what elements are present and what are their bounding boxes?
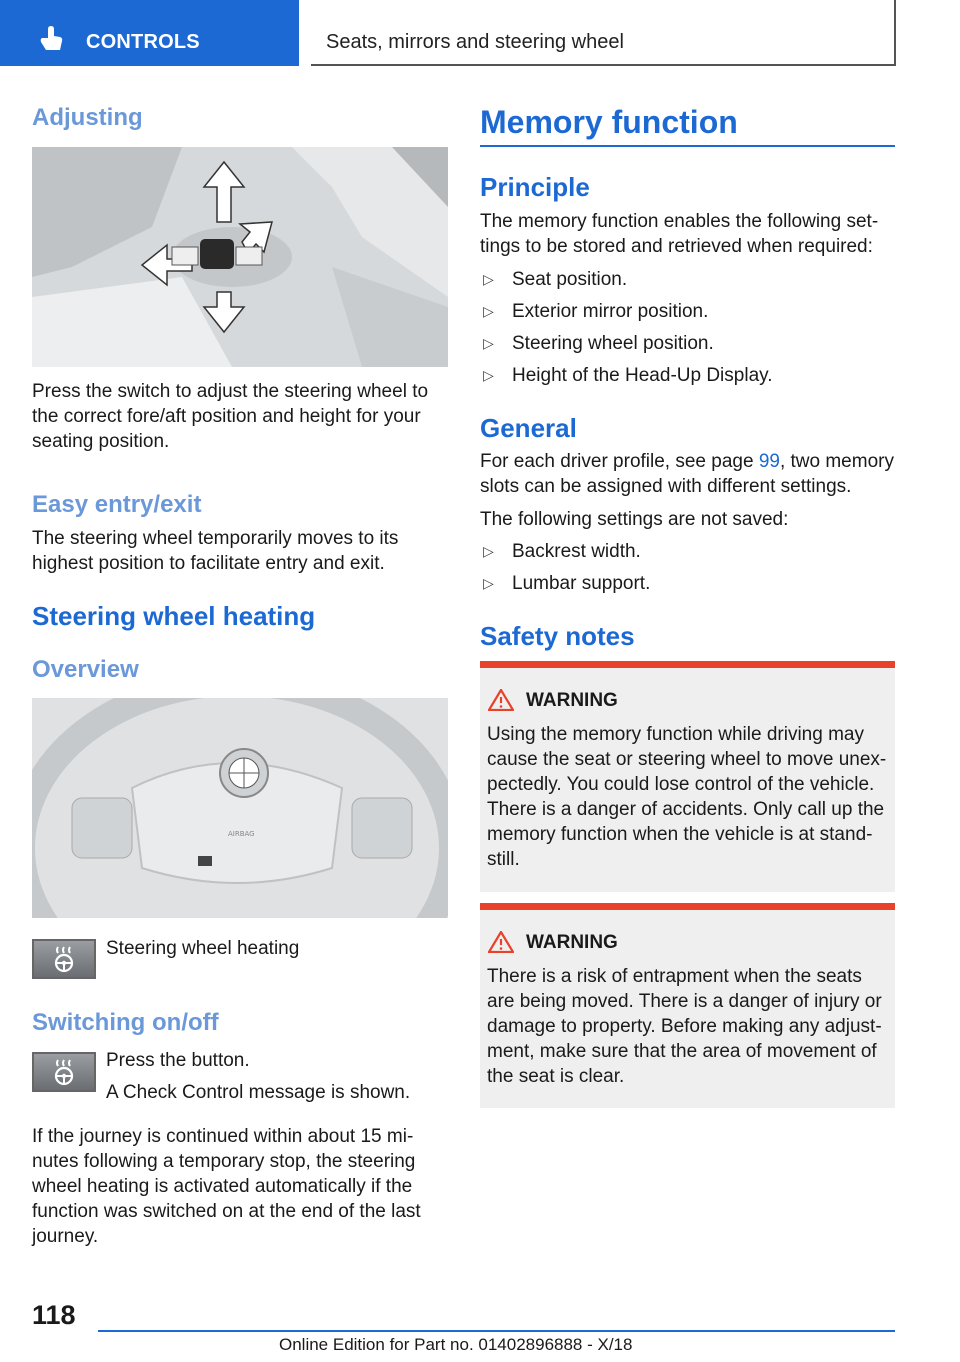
- bullet-triangle-icon: ▷: [483, 367, 494, 383]
- warning-text: Using the memory function while driving may cause the seat or steering wheel to move unex‐ pectedly. You could lose control of the vehicle. There is a danger of accidents. Only call up the memory function when the vehicle is at stand‐ still.: [487, 724, 887, 870]
- heating-icon-label: Steering wheel heating: [106, 938, 300, 959]
- principle-heading: Principle: [480, 172, 590, 202]
- steering-column-illustration: [32, 147, 448, 367]
- press-button-text: Press the button.: [106, 1050, 250, 1071]
- edition-text: Online Edition for Part no. 01402896888 - X/18: [279, 1335, 633, 1354]
- page-link[interactable]: 99: [758, 451, 780, 472]
- section-label: CONTROLS: [86, 31, 200, 53]
- steering-wheel-photo: [32, 698, 448, 918]
- warning-box: [480, 903, 895, 1108]
- easy-entry-text: The steering wheel temporarily moves to its highest position to facilitate entry and exit.: [32, 528, 399, 574]
- general-heading: General: [480, 413, 577, 443]
- hand-pointer-icon: [38, 26, 64, 52]
- heating-button[interactable]: [32, 1052, 96, 1092]
- general-text: For each driver profile, see page 99, two memory slots can be assigned with different settings.: [480, 451, 894, 497]
- adjusting-text: Press the switch to adjust the steering wheel to the correct fore/aft position and height for your seating position.: [32, 381, 429, 452]
- overview-heading: Overview: [32, 656, 139, 683]
- easy-entry-heading: Easy entry/exit: [32, 491, 202, 518]
- warning-box: [480, 661, 895, 892]
- bullet-triangle-icon: ▷: [483, 335, 494, 351]
- warning-text: There is a risk of entrapment when the seats are being moved. There is a danger of injury or damage to property. Before making any adjust‐ ment, make sure that the area of movement of the seat is clear.: [487, 966, 882, 1087]
- warning-triangle-icon: [488, 931, 514, 953]
- section-tab[interactable]: [0, 0, 299, 66]
- principle-text: The memory function enables the following set‐ tings to be stored and retrieved when required:: [480, 211, 879, 257]
- switching-heading: Switching on/off: [32, 1009, 219, 1036]
- bullet-triangle-icon: ▷: [483, 271, 494, 287]
- safety-heading: Safety notes: [480, 621, 635, 651]
- heating-heading: Steering wheel heating: [32, 601, 316, 631]
- chapter-title: Seats, mirrors and steering wheel: [326, 31, 624, 53]
- steering-wheel-heating-button-icon: [51, 1058, 77, 1086]
- adjusting-heading: Adjusting: [32, 104, 143, 131]
- page-number: 118: [32, 1300, 76, 1330]
- steering-adjust-photo: [32, 147, 448, 367]
- bullet-triangle-icon: ▷: [483, 303, 494, 319]
- check-control-text: A Check Control message is shown.: [106, 1082, 411, 1103]
- chapter-header: [311, 0, 896, 66]
- warning-title: WARNING: [526, 932, 618, 953]
- warning-triangle-icon: [488, 689, 514, 711]
- memory-heading: Memory function: [480, 104, 738, 140]
- footer-rule: [98, 1330, 895, 1332]
- journey-text: If the journey is continued within about 15 mi‐ nutes following a temporary stop, the steering wheel heating is activated automatically if the function was switched on at the end of the last journey.: [32, 1126, 421, 1247]
- airbag-label: AIRBAG: [228, 830, 255, 838]
- bullet-triangle-icon: ▷: [483, 575, 494, 591]
- steering-wheel-illustration: [32, 698, 448, 918]
- heating-icon-tile: [32, 939, 96, 979]
- memory-heading-rule: [480, 145, 895, 147]
- warning-title: WARNING: [526, 690, 618, 711]
- bullet-triangle-icon: ▷: [483, 543, 494, 559]
- steering-wheel-heating-icon: [51, 945, 77, 973]
- not-saved-text: The following settings are not saved:: [480, 509, 789, 530]
